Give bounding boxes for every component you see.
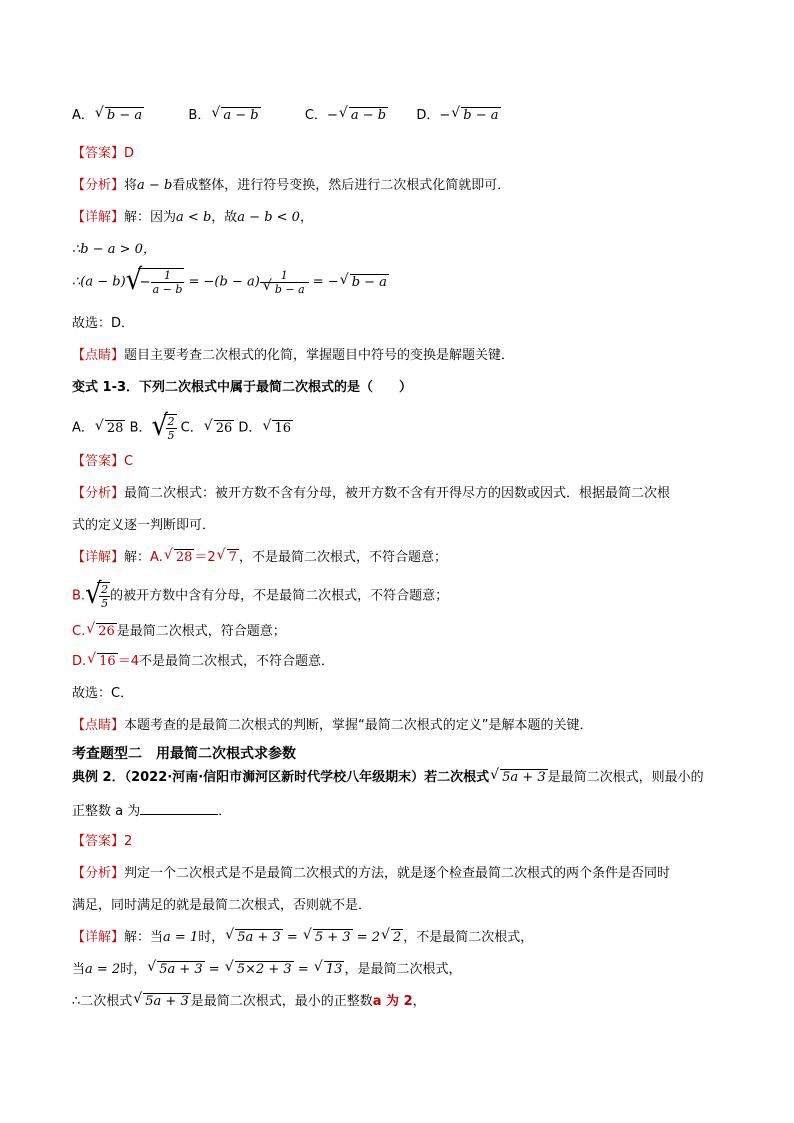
q2-analysis-line-2: 式的定义逐一判断即可． (72, 518, 216, 533)
q3-title-line-1: 典例 2．（2022·河南·信阳市浉河区新时代学校八年级期末）若二次根式√ 5a + 3 是最简二次根式，则最小的 (72, 768, 734, 788)
q2-detail-a: 【详解】解：A.√ 28 ＝2√ 7 ，不是最简二次根式，不符合题意； (72, 548, 734, 568)
option-b-label: B． (188, 108, 211, 123)
q2-option-a: √ 28 (96, 419, 126, 439)
radical-neg-fraction: √ − $\frac{1}{a - b}$ (126, 268, 185, 296)
q1-options: A．√ b − a B．√ a − b C．−√ a − b D．−√ b − a (72, 106, 734, 126)
q1-choose: 故选：D． (72, 316, 135, 331)
q1-answer: 【答案】D (72, 146, 135, 161)
q2-answer: 【答案】C (72, 454, 134, 469)
q1-detail-line-1: 【详解】解：因为a < b，故a − b < 0， (72, 210, 313, 225)
q2-remark: 【点睛】本题考查的是最简二次根式的判断，掌握“最简二次根式的定义”是解本题的关键． (72, 718, 593, 733)
q1-remark: 【点睛】题目主要考查二次根式的化简，掌握题目中符号的变换是解题关键． (72, 348, 515, 363)
q2-option-b: √ $\frac{2}{5}$ (152, 414, 177, 442)
q2-option-c: √ 26 (205, 419, 235, 439)
q2-title: 变式 1-3．下列二次根式中属于最简二次根式的是（ ） (72, 380, 413, 395)
q2-choose: 故选：C． (72, 686, 134, 701)
q2-options: A．√ 28 B． √ $\frac{2}{5}$ C．√ 26 D．√ 16 (72, 414, 734, 442)
q2-detail-b: B. √ $\frac{2}{5}$ 的被开方数中含有分母，不是最简二次根式，不符合题意； (72, 582, 734, 610)
option-d-expr: √ b − a (452, 106, 500, 126)
q2-option-d: √ 16 (263, 419, 293, 439)
option-b-expr: √ a − b (212, 106, 260, 126)
q3-answer: 【答案】2 (72, 834, 133, 849)
option-a-expr: √ b − a (96, 106, 144, 126)
fraction-one-over-root: 1 √ b − a (260, 269, 309, 296)
q2-detail-c: C.√ 26 是最简二次根式，符合题意； (72, 622, 734, 642)
q1-detail-line-3: ∴(a − b)√ − $\frac{1}{a - b}$ = −(b − a) 1 √ b − a = −√ b − a (72, 268, 734, 296)
q3-analysis-line-1: 【分析】判定一个二次根式是不是最简二次根式的方法，就是逐个检查最简二次根式的两个条件是否同时 (72, 866, 671, 881)
q3-detail-line-1: 【详解】解：当a = 1时，√ 5a + 3 = √ 5 + 3 = 2√ 2 ，不是最简二次根式， (72, 928, 734, 948)
q1-analysis: 【分析】将a − b看成整体，进行符号变换，然后进行二次根式化简就即可． (72, 178, 511, 193)
option-a-label: A． (72, 108, 94, 123)
section-title: 考查题型二 用最简二次根式求参数 (72, 746, 296, 762)
q1-detail-line-2: ∴b − a > 0， (72, 242, 156, 257)
q3-title-line-2: 正整数 a 为 ． (72, 800, 734, 822)
q3-detail-line-2: 当a = 2时，√ 5a + 3 = √ 5×2 + 3 = √ 13 ，是最简二次根式， (72, 960, 734, 980)
option-d-label: D． (416, 108, 440, 123)
q2-detail-d: D.√ 16 ＝4不是最简二次根式，不符合题意． (72, 652, 734, 672)
q3-detail-line-3: ∴二次根式√ 5a + 3 是最简二次根式，最小的正整数a 为 2， (72, 992, 734, 1012)
q2-analysis-line-1: 【分析】最简二次根式：被开方数不含有分母，被开方数不含有开得尽方的因数或因式．根据最简二次根 (72, 486, 671, 501)
answer-blank[interactable] (140, 800, 218, 815)
option-c-expr: √ a − b (340, 106, 388, 126)
q3-analysis-line-2: 满足，同时满足的就是最简二次根式，否则就不是． (72, 898, 372, 913)
option-c-label: C． (304, 108, 327, 123)
